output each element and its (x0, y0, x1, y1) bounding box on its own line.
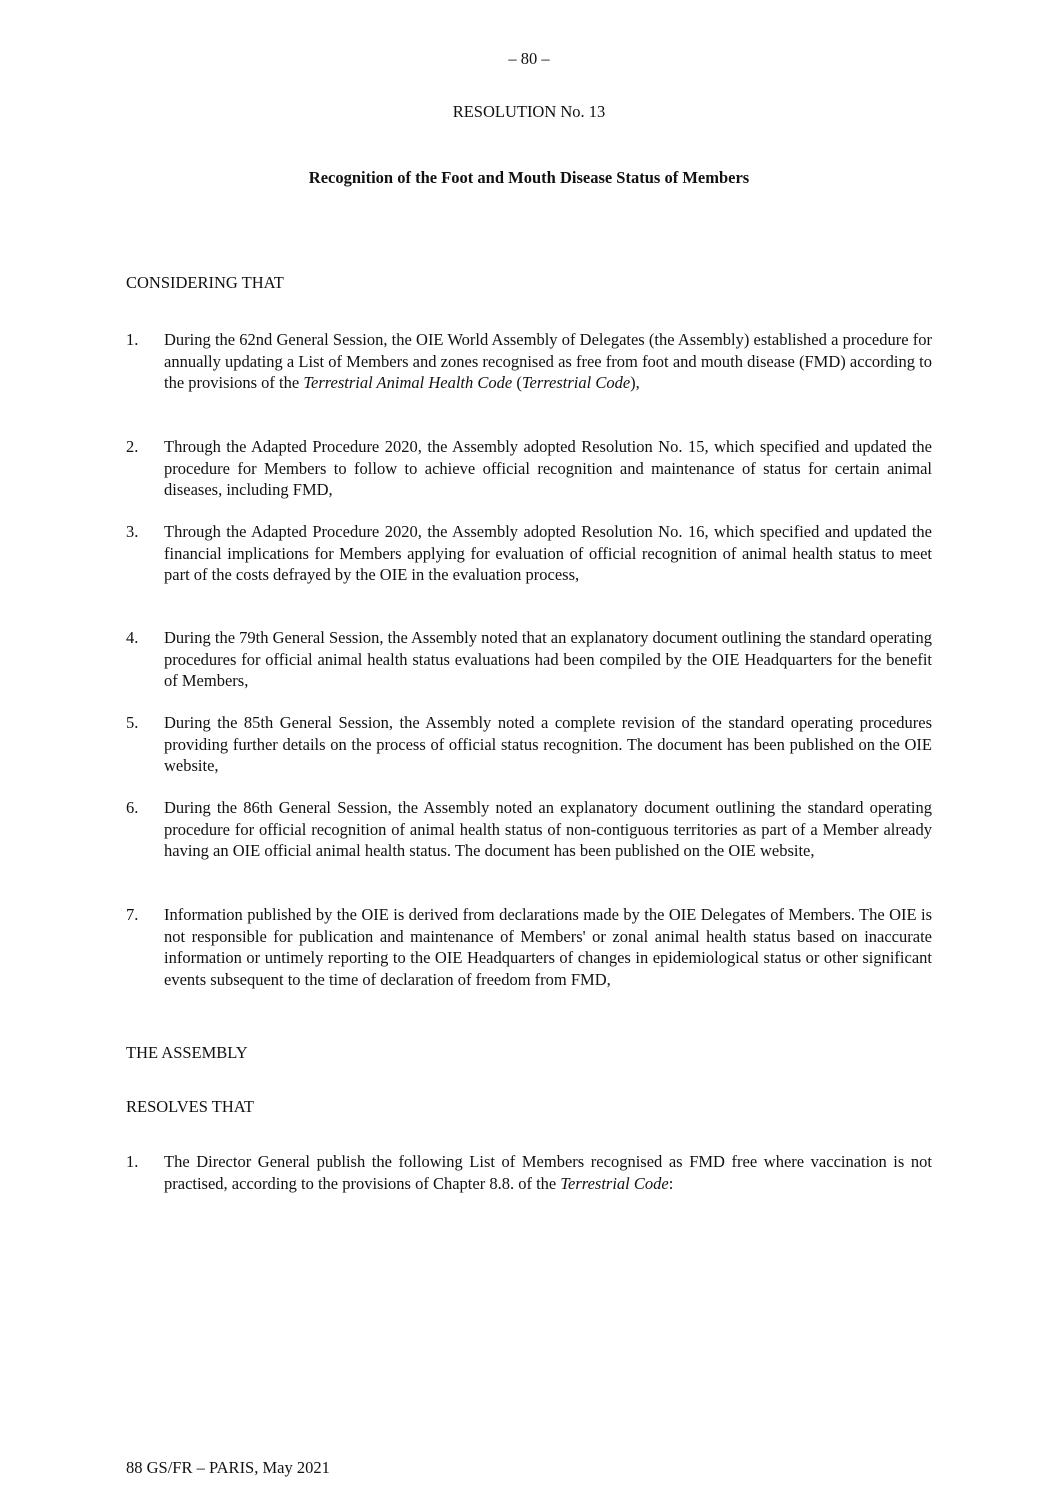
considering-heading: CONSIDERING THAT (126, 273, 284, 292)
assembly-heading: THE ASSEMBLY (126, 1043, 248, 1062)
item-text (164, 329, 932, 394)
item-number: 6. (126, 798, 139, 817)
item-number: 3. (126, 522, 139, 541)
text-run: : (668, 1173, 674, 1193)
considering-item-2 (126, 436, 932, 501)
considering-item-1 (126, 329, 932, 394)
resolves-heading: RESOLVES THAT (126, 1097, 254, 1116)
item-text: During the 85th General Session, the Assembly noted a complete revision of the standard operating procedures providing further details on the process of official status recognition. The document has been published on the OIE website, (164, 713, 932, 775)
text-run: ( (512, 373, 522, 392)
considering-item-7 (126, 904, 932, 990)
text-run: During the 62nd General Session, the OIE World Assembly of Delegates (the Assembly) established a procedure for annually updating a List of Members and zones recognised as free from foot and mouth disease (FMD) according to the provisions of the (164, 330, 932, 392)
item-text (164, 1151, 932, 1194)
text-run: The Director General publish the following List of Members recognised as FMD free where vaccination is not practised, according to the provisions of Chapter 8.8. of the (164, 1152, 932, 1193)
item-text: During the 86th General Session, the Assembly noted an explanatory document outlining the standard operating procedure for official recognition of animal health status of non-contiguous territories as part of a Member already having an OIE official animal health status. The document has been published on the OIE website, (164, 798, 932, 860)
text-run: ), (630, 373, 640, 392)
resolution-number: RESOLUTION No. 13 (452, 102, 606, 121)
item-text: During the 79th General Session, the Assembly noted that an explanatory document outlining the standard operating procedures for official animal health status evaluations had been compiled by the OIE Headquarters for the benefit of Members, (164, 628, 932, 690)
page-footer: 88 GS/FR – PARIS, May 2021 (126, 1458, 330, 1477)
considering-item-3 (126, 521, 932, 586)
italic-run: Terrestrial Code (560, 1173, 669, 1193)
considering-item-5 (126, 712, 932, 777)
item-text: Information published by the OIE is derived from declarations made by the OIE Delegates of Members. The OIE is not responsible for publication and maintenance of Members' or zonal animal health status based on inaccurate information or untimely reporting to the OIE Headquarters of changes in epidemiological status or other significant events subsequent to the time of declaration of freedom from FMD, (164, 905, 932, 989)
item-number: 7. (126, 905, 139, 924)
italic-run: Terrestrial Code (521, 373, 631, 392)
resolution-title: Recognition of the Foot and Mouth Disease Status of Members (308, 168, 750, 187)
page-number: – 80 – (508, 49, 550, 68)
item-number: 1. (126, 1152, 139, 1171)
item-number: 4. (126, 628, 139, 647)
resolves-item-1 (126, 1151, 932, 1194)
item-text: Through the Adapted Procedure 2020, the Assembly adopted Resolution No. 15, which specified and updated the procedure for Members to follow to achieve official recognition and maintenance of status for certain animal diseases, including FMD, (164, 437, 932, 499)
item-number: 1. (126, 330, 139, 349)
item-number: 5. (126, 713, 139, 732)
considering-item-6 (126, 797, 932, 862)
item-number: 2. (126, 437, 139, 456)
item-text: Through the Adapted Procedure 2020, the Assembly adopted Resolution No. 16, which specified and updated the financial implications for Members applying for evaluation of official recognition of animal health status to meet part of the costs defrayed by the OIE in the evaluation process, (164, 522, 932, 584)
italic-run: Terrestrial Animal Health Code (303, 373, 513, 392)
considering-item-4 (126, 627, 932, 692)
